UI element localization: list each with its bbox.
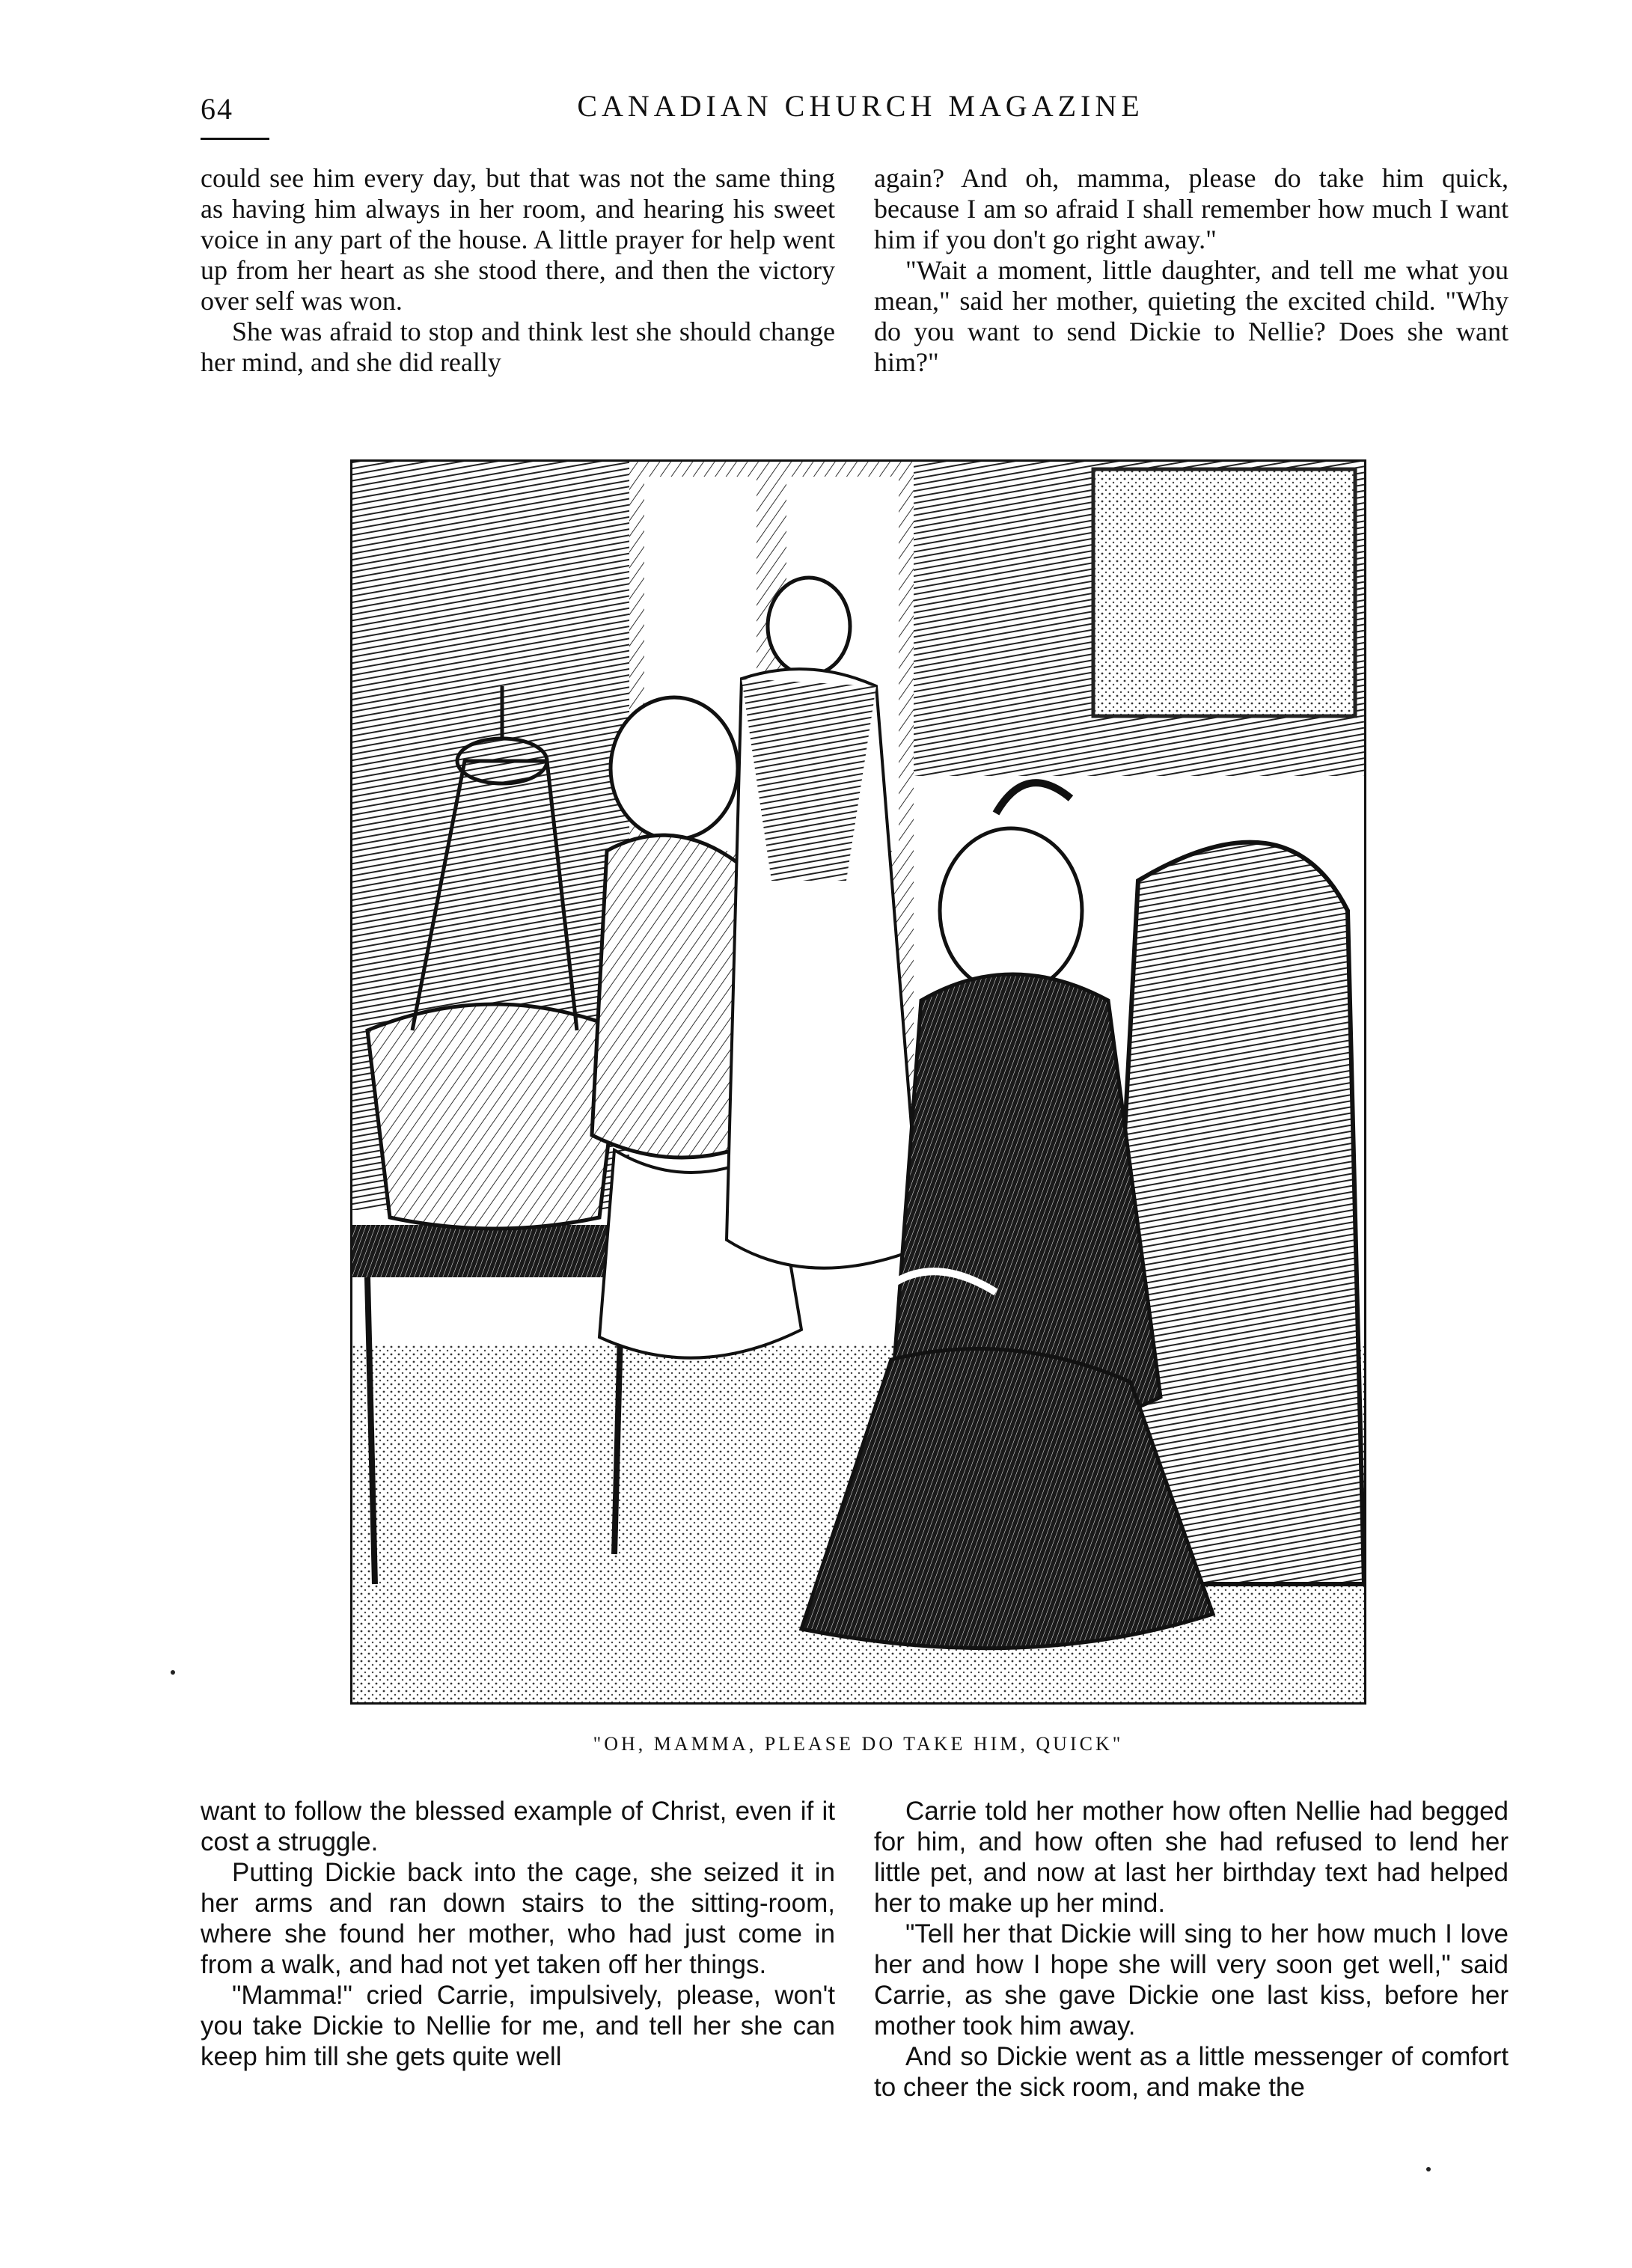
- side-table: [352, 1225, 644, 1277]
- lower-right-column: [874, 1796, 1509, 2103]
- paragraph: She was afraid to stop and think lest she should change her mind, and she did really: [201, 317, 835, 377]
- paragraph: "Wait a moment, little daughter, and tell me what you mean," said her mother, quieting the excited child. "Why do you want to send Dickie to Nellie? Does she want him?": [874, 255, 1509, 377]
- running-title: CANADIAN CHURCH MAGAZINE: [577, 89, 1144, 123]
- lower-left-column: [201, 1796, 835, 2072]
- paragraph: "Mamma!" cried Carrie, impulsively, please, won't you take Dickie to Nellie for me, and tell her she can keep him till she gets quite well: [201, 1981, 835, 2071]
- paragraph: Putting Dickie back into the cage, she seized it in her arms and ran down stairs to the sitting-room, where she found her mother, who had just come in from a walk, and had not yet taken off her things.: [201, 1858, 835, 1979]
- illustration-caption: "OH, MAMMA, PLEASE DO TAKE HIM, QUICK": [593, 1733, 1124, 1755]
- paragraph: could see him every day, but that was not the same thing as having him always in her room, and hearing his sweet voice in any part of the house. A little prayer for help went up from her heart as she stood there, and then the victory over self was won.: [201, 163, 835, 316]
- upper-left-column: [201, 163, 835, 378]
- print-speck: [1426, 2167, 1431, 2171]
- paragraph: again? And oh, mamma, please do take him quick, because I am so afraid I shall remember how much I want him if you don't go right away.": [874, 163, 1509, 254]
- framed-picture: [1093, 469, 1355, 716]
- print-speck: [171, 1670, 175, 1675]
- header-rule: [201, 138, 269, 140]
- page-number: 64: [201, 92, 233, 126]
- paragraph: Carrie told her mother how often Nellie had begged for him, and how often she had refused to lend her little pet, and now at last her birthday text had helped her to make up her mind.: [874, 1797, 1509, 1918]
- paragraph: want to follow the blessed example of Christ, even if it cost a struggle.: [201, 1797, 835, 1856]
- paragraph: And so Dickie went as a little messenger of comfort to cheer the sick room, and make the: [874, 2042, 1509, 2102]
- upper-right-column: [874, 163, 1509, 378]
- engraving-illustration: [350, 459, 1366, 1705]
- paragraph: "Tell her that Dickie will sing to her how much I love her and how I hope she will very soon get well," said Carrie, as she gave Dickie one last kiss, before her mother took him away.: [874, 1919, 1509, 2041]
